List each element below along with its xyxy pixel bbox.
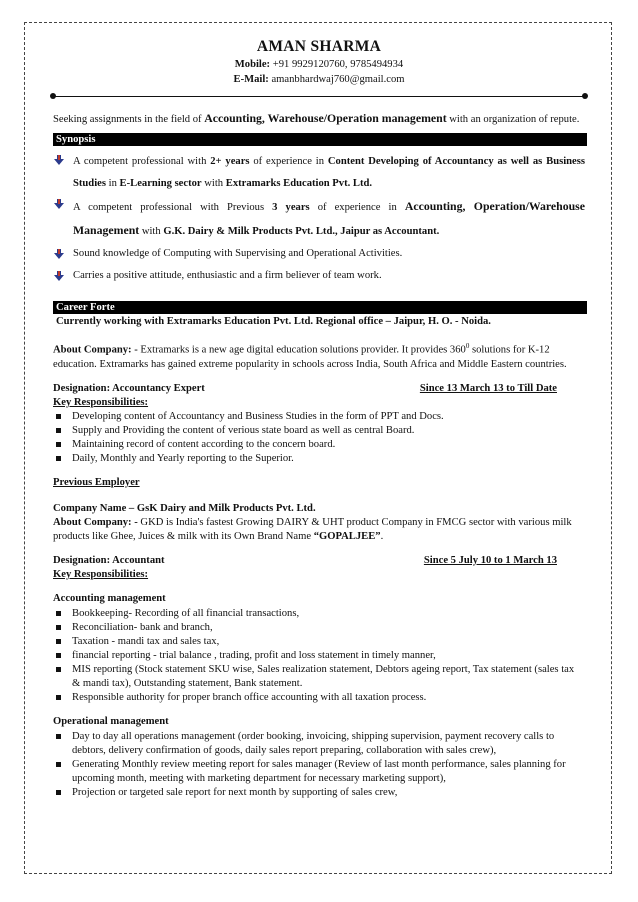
previous-company-name: Company Name – GsK Dairy and Milk Products Pvt. Ltd. bbox=[53, 502, 316, 514]
square-bullet-icon bbox=[56, 611, 61, 616]
previous-employer-heading: Previous Employer bbox=[53, 476, 140, 488]
square-bullet-icon bbox=[56, 790, 61, 795]
down-arrow-icon bbox=[54, 249, 64, 259]
operational-list bbox=[53, 730, 585, 800]
square-bullet-icon bbox=[56, 414, 61, 419]
responsibilities-heading: Key Responsibilities: bbox=[53, 568, 149, 580]
list-item: MIS reporting (Stock statement SKU wise, Sales realization statement, Debtors ageing report, Tax statement (sales tax & mandi tax), Outstanding statement, Bank statement. bbox=[53, 663, 585, 691]
synopsis-item: Sound knowledge of Computing with Supervising and Operational Activities. bbox=[53, 243, 585, 265]
candidate-name: AMAN SHARMA bbox=[256, 38, 382, 55]
list-item: Day to day all operations management (order booking, invoicing, shipping supervision, payment recovery calls to debtors, delivery confirmation of goods, daily sales report preparing, collaboration with sales crew), bbox=[53, 730, 585, 758]
operational-heading: Operational management bbox=[53, 715, 169, 727]
resume-document bbox=[53, 40, 585, 810]
square-bullet-icon bbox=[56, 695, 61, 700]
responsibilities-heading: Key Responsibilities: bbox=[53, 396, 149, 408]
down-arrow-icon bbox=[54, 155, 64, 165]
list-item: Developing content of Accountancy and Business Studies in the form of PPT and Docs. bbox=[53, 410, 585, 424]
synopsis-item: Carries a positive attitude, enthusiastic and a firm believer of team work. bbox=[53, 265, 585, 287]
career-heading: Career Forte bbox=[53, 301, 587, 314]
mobile-label: Mobile: bbox=[234, 59, 271, 70]
down-arrow-icon bbox=[54, 199, 64, 209]
synopsis-item: A competent professional with Previous 3 years of experience in Accounting, Operation/Warehouse Management with G.K. Dairy & Milk Products Pvt. Ltd., Jaipur as Accountant. bbox=[53, 195, 585, 243]
designation-title: Designation: Accountancy Expert bbox=[53, 382, 205, 394]
square-bullet-icon bbox=[56, 625, 61, 630]
list-item: Supply and Providing the content of verious state board as well as central Board. bbox=[53, 424, 585, 438]
square-bullet-icon bbox=[56, 639, 61, 644]
square-bullet-icon bbox=[56, 442, 61, 447]
square-bullet-icon bbox=[56, 456, 61, 461]
synopsis-heading: Synopsis bbox=[53, 133, 587, 146]
current-responsibilities bbox=[53, 410, 585, 466]
synopsis-list bbox=[53, 151, 585, 287]
square-bullet-icon bbox=[56, 762, 61, 767]
list-item: Responsible authority for proper branch office accounting with all taxation process. bbox=[53, 691, 585, 705]
email-label: E-Mail: bbox=[233, 74, 269, 85]
contact-email bbox=[53, 72, 585, 87]
accounting-list bbox=[53, 607, 585, 705]
list-item: Maintaining record of content according to the concern board. bbox=[53, 438, 585, 452]
list-item: Generating Monthly review meeting report for sales manager (Review of last month performance, sales planning for upcoming month, meeting with marketing department for necessary marketing support), bbox=[53, 758, 585, 786]
list-item: Taxation - mandi tax and sales tax, bbox=[53, 635, 585, 649]
about-extramarks: About Company: - Extramarks is a new age digital education solutions provider. It provides $360^0$ solutions for K-12 education. Extramarks has gained extreme popularity in schools across India, South Africa and Middle Eastern countries. bbox=[53, 342, 567, 370]
square-bullet-icon bbox=[56, 734, 61, 739]
square-bullet-icon bbox=[56, 653, 61, 658]
objective-statement: Seeking assignments in the field of Accounting, Warehouse/Operation management with an organization of repute. bbox=[53, 111, 580, 125]
square-bullet-icon bbox=[56, 428, 61, 433]
designation-period: Since 13 March 13 to Till Date bbox=[419, 382, 557, 394]
synopsis-item: A competent professional with 2+ years of experience in Content Developing of Accountancy as well as Business Studies in E-Learning sector with Extramarks Education Pvt. Ltd. bbox=[53, 151, 585, 195]
divider-line bbox=[54, 96, 584, 97]
current-employment: Currently working with Extramarks Education Pvt. Ltd. Regional office – Jaipur, H. O. - Noida. bbox=[56, 316, 491, 327]
down-arrow-icon bbox=[54, 271, 64, 281]
list-item: Reconciliation- bank and branch, bbox=[53, 621, 585, 635]
list-item: Bookkeeping- Recording of all financial transactions, bbox=[53, 607, 585, 621]
divider-dot-right bbox=[582, 93, 588, 99]
list-item: Daily, Monthly and Yearly reporting to the Superior. bbox=[53, 452, 585, 466]
about-gkd: About Company: - GKD is India's fastest Growing DAIRY & UHT product Company in FMCG sector with various milk products like Ghee, Juices & milk with its Own Brand Name “GOPALJEE”. bbox=[53, 516, 572, 542]
list-item: Projection or targeted sale report for next month by supporting of sales crew, bbox=[53, 786, 585, 800]
header-divider bbox=[50, 92, 588, 102]
accounting-heading: Accounting management bbox=[53, 592, 166, 604]
square-bullet-icon bbox=[56, 667, 61, 672]
contact-mobile bbox=[53, 57, 585, 72]
list-item: financial reporting - trial balance , trading, profit and loss statement in timely manner, bbox=[53, 649, 585, 663]
designation-row bbox=[53, 382, 585, 396]
designation-period: Since 5 July 10 to 1 March 13 bbox=[423, 554, 557, 566]
designation-title: Designation: Accountant bbox=[53, 554, 165, 566]
email-value[interactable]: amanbhardwaj760@gmail.com bbox=[271, 74, 405, 85]
designation-row bbox=[53, 554, 585, 568]
mobile-value: +91 9929120760, 9785494934 bbox=[272, 59, 404, 70]
